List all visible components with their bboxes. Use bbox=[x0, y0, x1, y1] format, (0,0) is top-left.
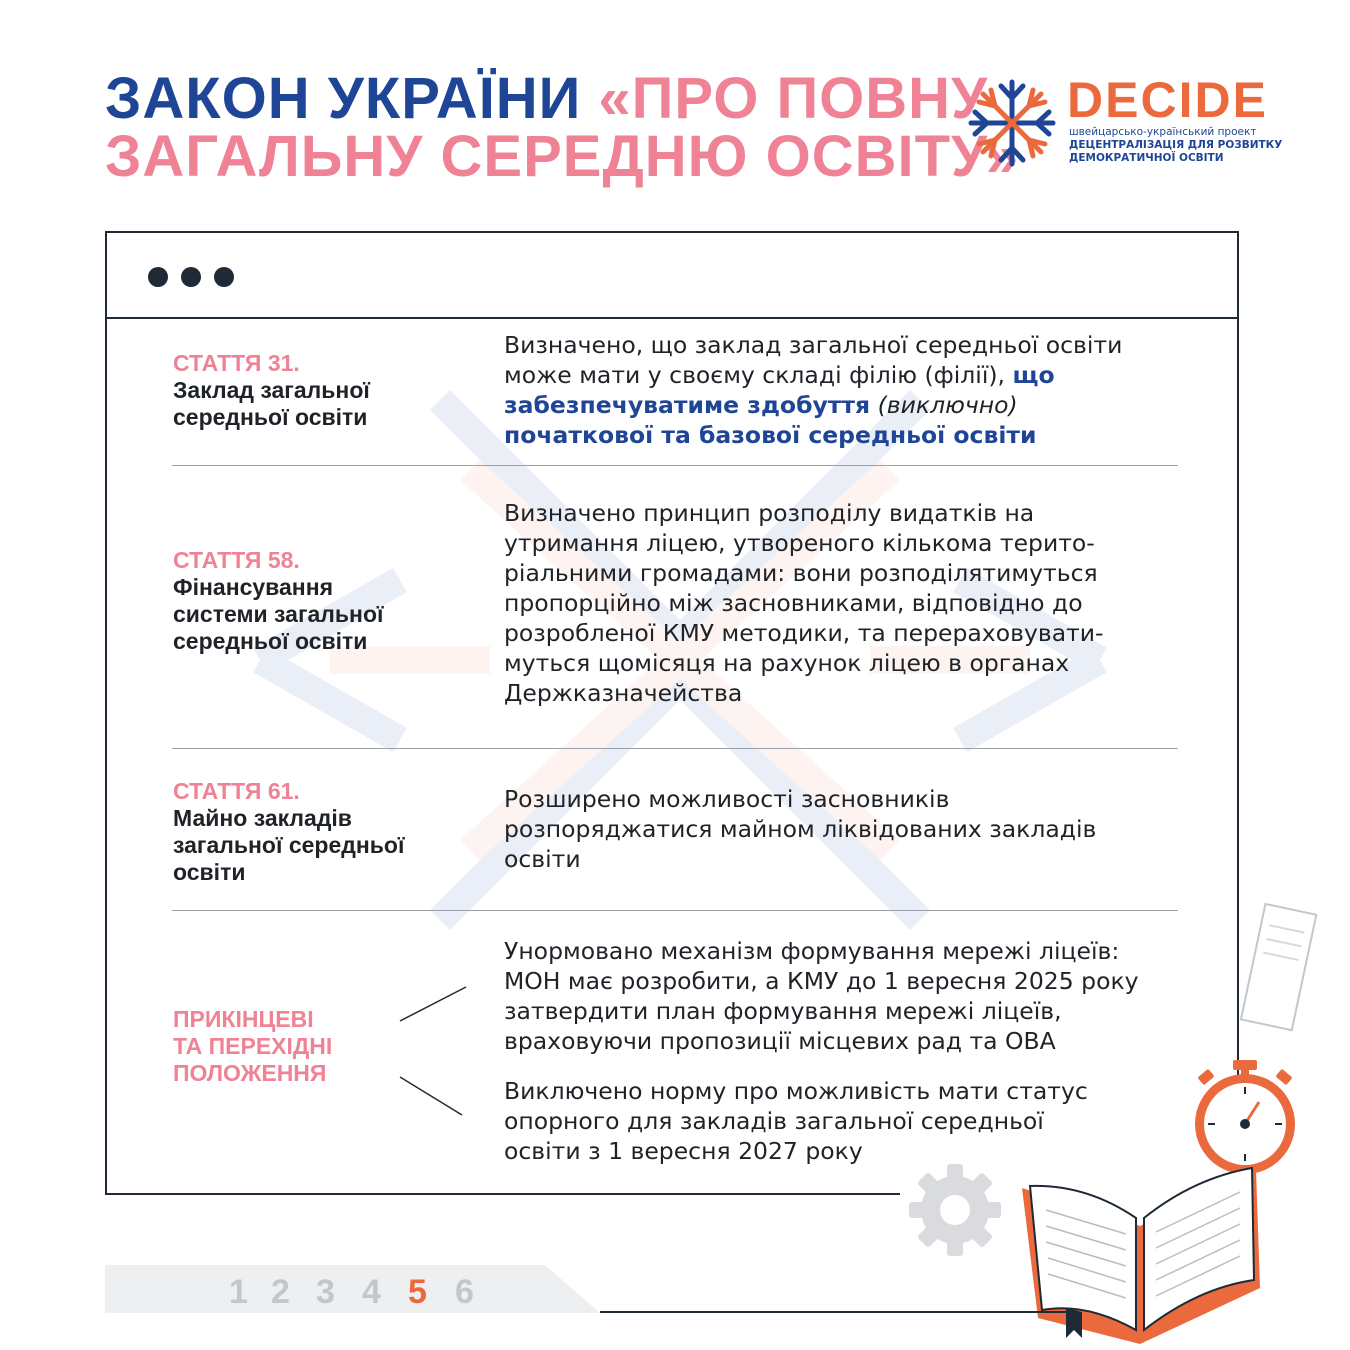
article-name-line: Майно закладів bbox=[173, 805, 352, 831]
article-31-label bbox=[173, 350, 370, 431]
article-number: СТАТТЯ 58. bbox=[173, 547, 300, 573]
logo-subtitle-line: ДЕЦЕНТРАЛІЗАЦІЯ ДЛЯ РОЗВИТКУ bbox=[1069, 139, 1283, 151]
connector-lines bbox=[398, 985, 470, 1117]
article-number: СТАТТЯ 31. bbox=[173, 350, 300, 376]
article-name-line: системи загальної bbox=[173, 601, 384, 627]
paper-sheet-icon bbox=[1238, 900, 1318, 1040]
row-divider bbox=[172, 748, 1178, 749]
logo-subtitle-line: швейцарсько-український проект bbox=[1069, 126, 1257, 138]
pager-background bbox=[105, 1265, 600, 1315]
final-provisions-label-line: ТА ПЕРЕХІДНІ bbox=[173, 1033, 333, 1059]
page-number-4[interactable]: 4 bbox=[362, 1273, 381, 1311]
page-number-3[interactable]: 3 bbox=[316, 1273, 335, 1311]
window-dot-icon bbox=[181, 267, 201, 287]
title-law-label: ЗАКОН УКРАЇНИ bbox=[105, 66, 582, 131]
description-line: Розширено можливості засновників bbox=[504, 785, 950, 813]
final-provisions-label-line: ПРИКІНЦЕВІ bbox=[173, 1006, 314, 1032]
description-line: розпоряджатися майном ліквідованих закладів bbox=[504, 815, 1097, 843]
row-divider bbox=[172, 465, 1178, 466]
article-name-line: середньої освіти bbox=[173, 404, 368, 430]
window-dot-icon bbox=[214, 267, 234, 287]
page-number-5-current[interactable]: 5 bbox=[408, 1273, 427, 1311]
page-number-1[interactable]: 1 bbox=[229, 1273, 248, 1311]
window-dot-icon bbox=[148, 267, 168, 287]
decide-snowflake-icon bbox=[965, 76, 1059, 170]
article-number: СТАТТЯ 61. bbox=[173, 778, 300, 804]
article-58-description bbox=[504, 498, 1194, 708]
article-name-line: Фінансування bbox=[173, 574, 334, 600]
row-divider bbox=[172, 910, 1178, 911]
article-name-line: середньої освіти bbox=[173, 628, 368, 654]
open-book-icon bbox=[1016, 1148, 1266, 1348]
page-indicator bbox=[105, 1265, 600, 1315]
description-line: Виключено норму про можливість мати статус bbox=[504, 1077, 1088, 1105]
final-provisions-item-1 bbox=[504, 936, 1194, 1056]
description-line: ріальними громадами: вони розподілятимуться bbox=[504, 559, 1098, 587]
title-line-2: ЗАГАЛЬНУ СЕРЕДНЮ ОСВІТУ» bbox=[105, 124, 1020, 189]
article-58-label bbox=[173, 547, 383, 655]
description-line: МОН має розробити, а КМУ до 1 вересня 2025 року bbox=[504, 967, 1139, 995]
description-emphasis: початкової та базової середньої освіти bbox=[504, 421, 1037, 449]
description-italic: (виключно) bbox=[877, 391, 1018, 419]
logo-subtitle-line: ДЕМОКРАТИЧНОЇ ОСВІТИ bbox=[1069, 152, 1224, 164]
final-provisions-label bbox=[173, 1006, 332, 1087]
article-name-line: загальної середньої bbox=[173, 832, 405, 858]
gear-icon bbox=[905, 1160, 1005, 1260]
decide-logo bbox=[965, 72, 1283, 174]
description-line: освіти bbox=[504, 845, 581, 873]
article-61-label bbox=[173, 778, 404, 886]
article-name-line: Заклад загальної bbox=[173, 377, 370, 403]
final-provisions-label-line: ПОЛОЖЕННЯ bbox=[173, 1060, 327, 1086]
page-number-6[interactable]: 6 bbox=[455, 1273, 474, 1311]
description-line: враховуючи пропозиції місцевих рад та ОВА bbox=[504, 1027, 1056, 1055]
logo-name: DECIDE bbox=[1067, 72, 1268, 128]
description-line: опорного для закладів загальної середньої bbox=[504, 1107, 1044, 1135]
description-emphasis: що забезпечуватиме здобуття bbox=[504, 361, 1055, 419]
description-text: Визначено, що заклад загальної середньої освіти може мати у своєму складі філію (філії), bbox=[504, 331, 1123, 389]
logo-subtitle bbox=[1069, 126, 1282, 165]
description-line: утримання ліцею, утвореного кількома терито- bbox=[504, 529, 1095, 557]
description-line: муться щомісяця на рахунок ліцею в органах bbox=[504, 649, 1070, 677]
description-line: Унормовано механізм формування мережі ліцеїв: bbox=[504, 937, 1120, 965]
title-law-name-start: «ПРО ПОВНУ bbox=[598, 66, 989, 131]
title-line-1 bbox=[105, 66, 1019, 131]
article-name-line: освіти bbox=[173, 859, 246, 885]
page-number-2[interactable]: 2 bbox=[271, 1273, 290, 1311]
page-title bbox=[105, 66, 1020, 189]
bottom-divider bbox=[600, 1311, 1070, 1313]
description-line: Держказначейства bbox=[504, 679, 743, 707]
article-31-description bbox=[504, 330, 1194, 450]
article-61-description bbox=[504, 784, 1194, 874]
description-line: розробленої КМУ методики, та перераховувати- bbox=[504, 619, 1104, 647]
window-header-divider bbox=[107, 317, 1237, 319]
description-line: освіти з 1 вересня 2027 року bbox=[504, 1137, 863, 1165]
description-line: пропорційно між засновниками, відповідно до bbox=[504, 589, 1083, 617]
description-line: Визначено принцип розподілу видатків на bbox=[504, 499, 1035, 527]
description-line: затвердити план формування мережі ліцеїв, bbox=[504, 997, 1062, 1025]
